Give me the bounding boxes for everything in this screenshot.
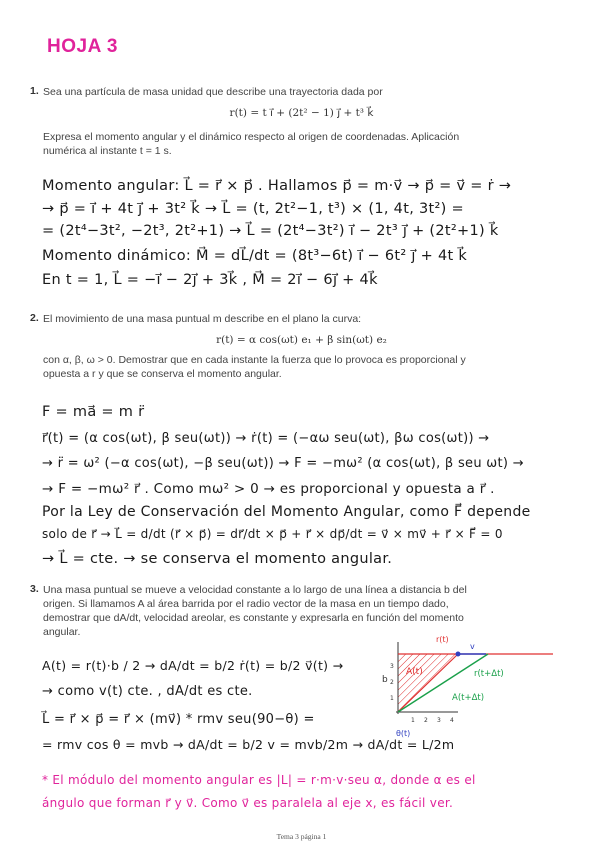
solution-line: En t = 1, L⃗ = −i⃗ − 2j⃗ + 3k⃗ , M⃗ = 2i⃗ − 6j⃗ + 4k⃗ — [42, 272, 378, 288]
label-b: b — [382, 675, 388, 685]
problem-2-statement: El movimiento de una masa puntual m describe en el plano la curva: — [43, 313, 362, 325]
problem-1-number: 1. — [30, 85, 39, 97]
area-diagram — [378, 632, 560, 764]
problem-3-number: 3. — [30, 583, 39, 595]
problem-1-statement-2: Expresa el momento angular y el dinámico respecto al origen de coordenadas. Aplicación numérica al instante t = 1 s. — [43, 131, 460, 157]
solution-line: Momento angular: L⃗ = r⃗ × p⃗ . Hallamos p⃗ = m·v⃗ → p⃗ = v⃗ = ṙ → — [42, 178, 512, 194]
mass-point — [456, 652, 461, 657]
solution-line: → r̈ = ω² (−α cos(ωt), −β seu(ωt)) → F = −mω² (α cos(ωt), β seu ωt) → — [42, 456, 524, 471]
note-line: ángulo que forman r⃗ y v⃗. Como v⃗ es paralela al eje x, es fácil ver. — [42, 796, 454, 810]
solution-line: = rmv cos θ = mvb → dA/dt = b/2 v = mvb/2m → dA/dt = L/2m — [42, 737, 455, 752]
problem-3-statement: Una masa puntual se mueve a velocidad constante a lo largo de una línea a distancia b del origen. Si llamamos A al área barrida por el radio vector de la masa en un tiempo dado, demostrar que dA/dt, velocidad areolar, es constante y expresarla en función del momento angular. — [43, 584, 467, 638]
solution-line: solo de r⃗ → L⃗ = d/dt (r⃗ × p⃗) = dr⃗/dt × p⃗ + r⃗ × dp⃗/dt = v⃗ × mv⃗ + r⃗ × F⃗ = 0 — [42, 527, 503, 541]
label-Atdt: A(t+Δt) — [452, 693, 485, 703]
page-footer: Tema 3 página 1 — [276, 832, 327, 841]
problem-2-statement-2: con α, β, ω > 0. Demostrar que en cada instante la fuerza que lo provoca es proporcional y opuesta a r y que se conserva el momento angular. — [43, 354, 466, 380]
label-rtdt: r(t+Δt) — [474, 669, 504, 679]
tick-y: 3 — [390, 663, 394, 670]
solution-line: → p⃗ = i⃗ + 4t j⃗ + 3t² k⃗ → L⃗ = (t, 2t²−1, t³) × (1, 4t, 3t²) = — [42, 201, 464, 217]
page-title: HOJA 3 — [47, 36, 118, 57]
tick-x: 2 — [424, 717, 428, 724]
solution-line: → L⃗ = cte. → se conserva el momento angular. — [42, 551, 393, 567]
tick-x: 4 — [450, 717, 454, 724]
solution-line: → F = −mω² r⃗ . Como mω² > 0 → es proporcional y opuesta a r⃗ . — [42, 481, 495, 497]
solution-line: L⃗ = r⃗ × p⃗ = r⃗ × (mv⃗) * rmv seu(90−θ) = — [42, 712, 315, 727]
tick-y: 2 — [390, 679, 394, 686]
tick-x: 1 — [411, 717, 415, 724]
solution-line: Momento dinámico: M⃗ = dL⃗/dt = (8t³−6t) i⃗ − 6t² j⃗ + 4t k⃗ — [42, 248, 468, 264]
solution-line: A(t) = r(t)·b / 2 → dA/dt = b/2 ṙ(t) = b/2 v⃗(t) → — [42, 658, 344, 673]
problem-2-number: 2. — [30, 312, 39, 324]
problem-1-equation: r(t) = t i⃗ + (2t² − 1) j⃗ + t³ k⃗ — [229, 107, 374, 119]
problem-2-equation: r(t) = α cos(ωt) e₁ + β sin(ωt) e₂ — [216, 334, 387, 346]
label-theta: θ(t) — [396, 729, 411, 738]
problem-1-statement: Sea una partícula de masa unidad que describe una trayectoria dada por — [43, 86, 383, 98]
solution-line: F = ma⃗ = m r̈ — [42, 404, 145, 420]
solution-line: → como v(t) cte. , dA/dt es cte. — [42, 684, 253, 699]
label-At: A(t) — [406, 667, 423, 677]
solution-line: = (2t⁴−3t², −2t³, 2t²+1) → L⃗ = (2t⁴−3t²) i⃗ − 2t³ j⃗ + (2t²+1) k⃗ — [42, 223, 499, 239]
label-v: v — [470, 642, 475, 651]
note-line: * El módulo del momento angular es |L| = r·m·v·seu α, donde α es el — [42, 773, 476, 787]
tick-x: 3 — [437, 717, 441, 724]
solution-line: r⃗(t) = (α cos(ωt), β seu(ωt)) → ṙ(t) = (−αω seu(ωt), βω cos(ωt)) → — [42, 431, 490, 446]
tick-y: 1 — [390, 695, 394, 702]
solution-line: Por la Ley de Conservación del Momento Angular, como F⃗ depende — [42, 504, 531, 520]
label-rt: r(t) — [436, 635, 449, 644]
